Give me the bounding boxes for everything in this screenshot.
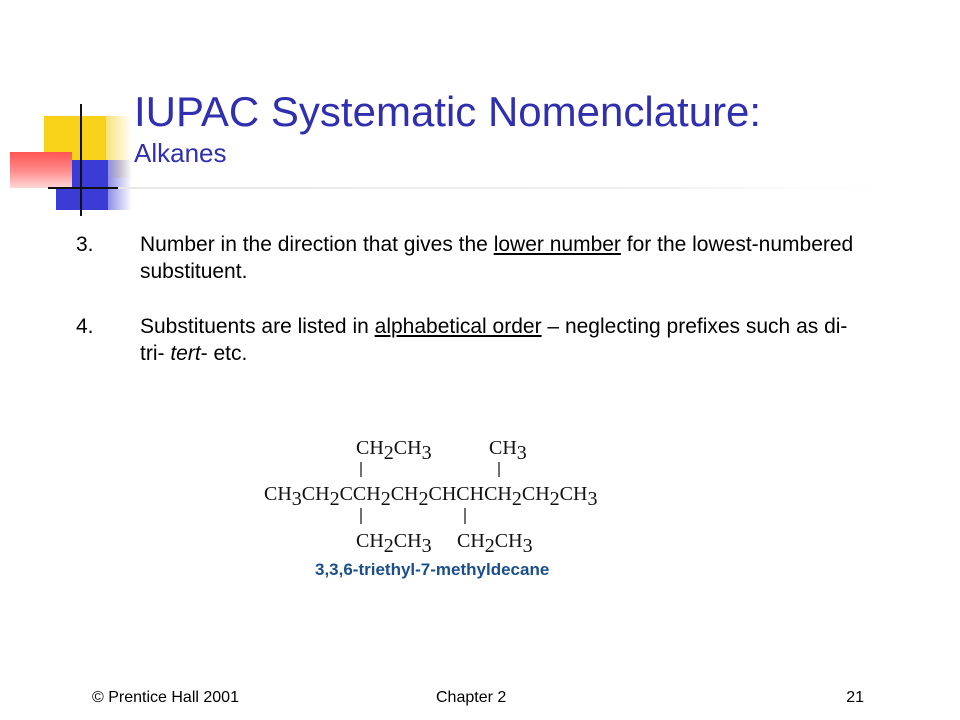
top-right-methyl-group: CH3 — [489, 437, 527, 464]
title-underline-rule — [118, 187, 878, 189]
bottom-left-ethyl-group: CH2CH3 — [356, 530, 432, 557]
compound-name: 3,3,6-triethyl-7-methyldecane — [315, 560, 550, 579]
main-carbon-chain: CH3CH2CCH2CH2CHCHCH2CH2CH3 — [264, 483, 598, 510]
red-square-decoration — [10, 152, 72, 188]
blue-fade-decoration — [108, 160, 132, 210]
list-item-text — [140, 313, 856, 367]
title-main: IUPAC Systematic Nomenclature: — [134, 88, 762, 135]
title-subtitle: Alkanes — [134, 138, 227, 168]
list-item-number: 3. — [76, 233, 94, 256]
horizontal-line-decoration — [48, 187, 128, 189]
list-item-text — [140, 231, 856, 285]
footer-page-number: 21 — [846, 689, 864, 706]
underlined-term: lower number — [493, 233, 621, 256]
structural-formula — [262, 428, 682, 582]
top-left-ethyl-group: CH2CH3 — [356, 437, 432, 464]
italic-term: tert — [170, 342, 201, 365]
list-item — [76, 231, 856, 285]
bottom-right-ethyl-group: CH2CH3 — [457, 530, 533, 557]
text-segment: Number in the direction that gives the — [140, 233, 494, 256]
underlined-term: alphabetical order — [374, 315, 542, 338]
text-segment: - etc. — [200, 342, 248, 365]
vertical-line-decoration — [80, 104, 82, 216]
list-item-number: 4. — [76, 315, 94, 338]
numbered-list — [76, 231, 856, 395]
slide-title — [134, 88, 761, 170]
list-item — [76, 313, 856, 367]
footer-chapter: Chapter 2 — [436, 689, 507, 706]
decorative-corner-graphic — [0, 0, 140, 230]
text-segment: for the lowest-numbered substituent. — [140, 233, 854, 283]
text-segment: – neglecting prefixes such as di- tri- — [140, 315, 848, 365]
text-segment: Substituents are listed in — [140, 315, 375, 338]
footer-copyright: © Prentice Hall 2001 — [92, 689, 239, 706]
